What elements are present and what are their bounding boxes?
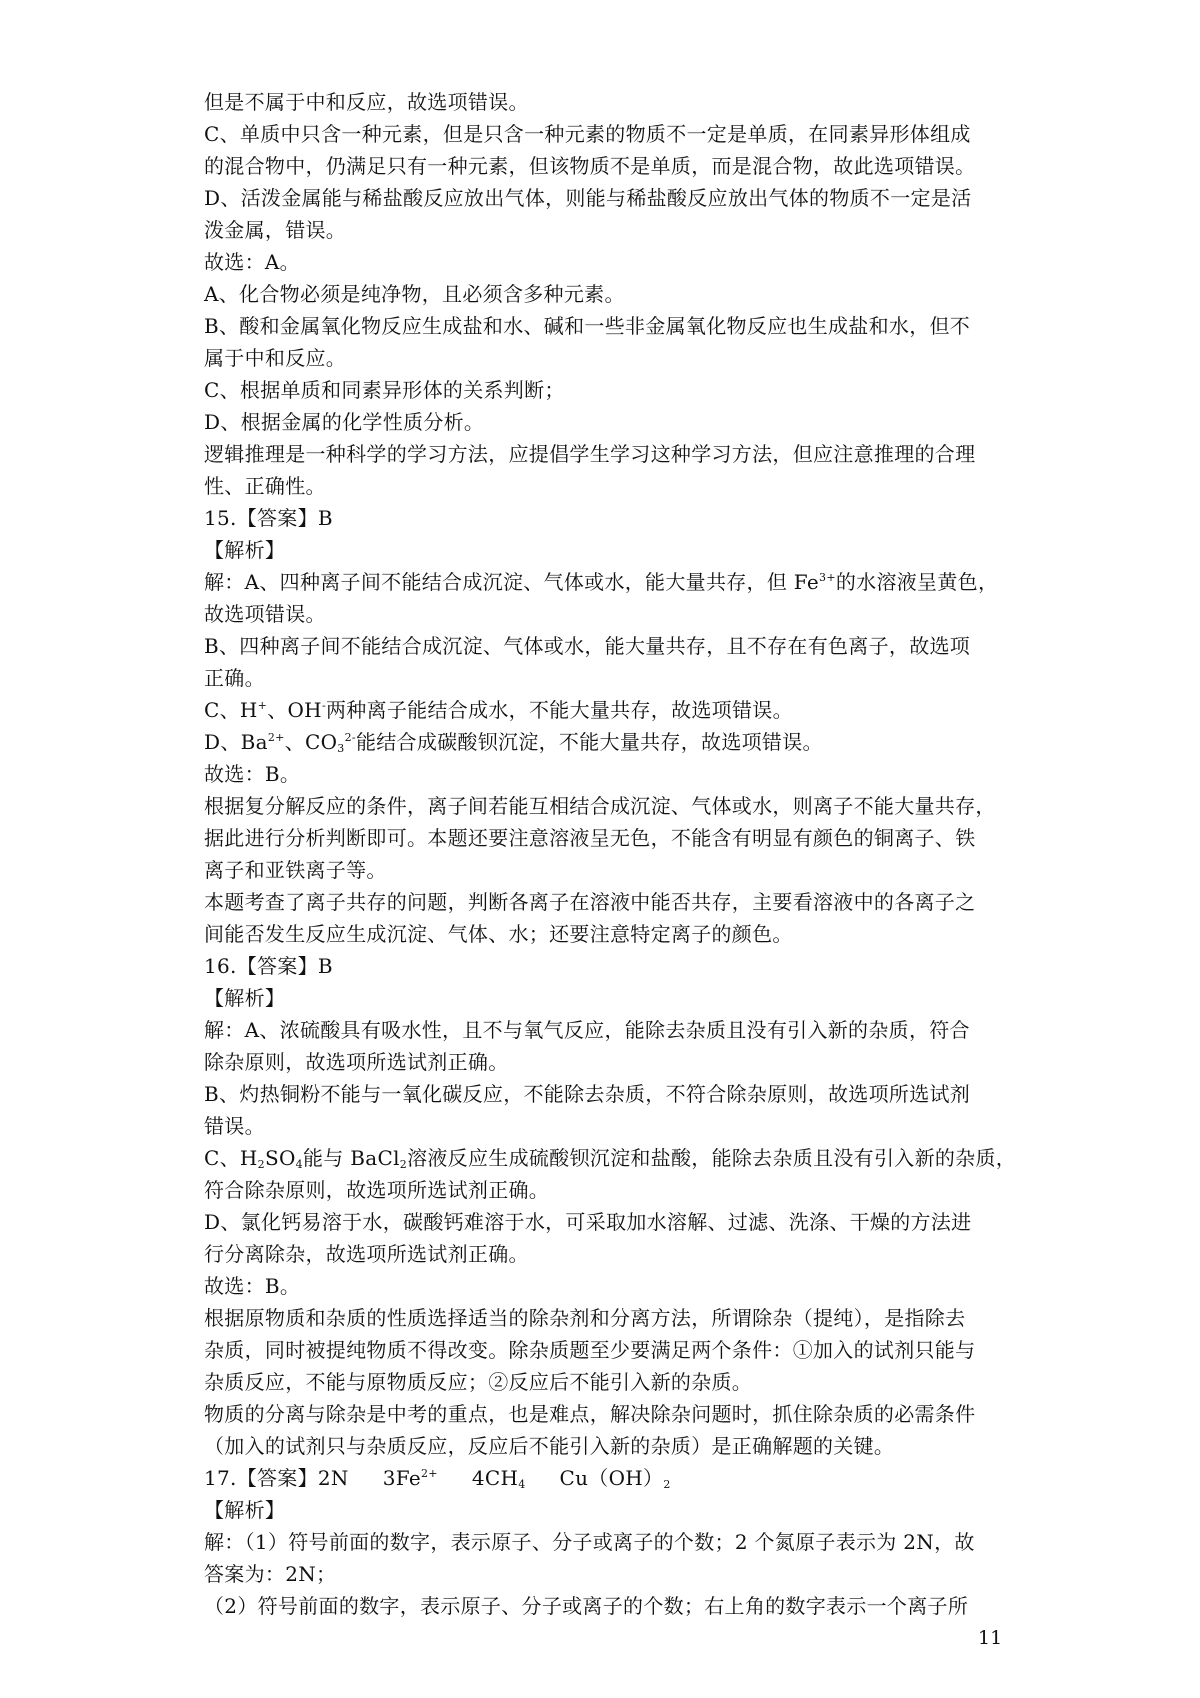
text-line: 解：（1）符号前面的数字，表示原子、分子或离子的个数；2 个氮原子表示为 2N，故 <box>204 1530 975 1554</box>
analysis-heading-17: 【解析】 <box>204 1498 286 1522</box>
text-line: 但是不属于中和反应，故选项错误。 <box>204 90 529 114</box>
text-run: 、OH <box>267 698 322 722</box>
answer-heading-17 <box>204 1462 1004 1494</box>
text-run: 能与 BaCl <box>302 1146 400 1170</box>
text-line: 除杂原则，故选项所选试剂正确。 <box>204 1050 509 1074</box>
text-line: 的混合物中，仍满足只有一种元素，但该物质不是单质，而是混合物，故此选项错误。 <box>204 154 976 178</box>
text-line: 答案为：2N； <box>204 1562 337 1586</box>
text-line: 离子和亚铁离子等。 <box>204 858 387 882</box>
text-line: 杂质，同时被提纯物质不得改变。除杂质题至少要满足两个条件：①加入的试剂只能与 <box>204 1338 976 1362</box>
answer-heading-15: 15.【答案】B <box>204 506 333 530</box>
text-run: C、H <box>204 698 258 722</box>
text-line <box>204 726 1004 758</box>
superscript: 2+ <box>267 731 285 744</box>
text-line: C、单质中只含一种元素，但是只含一种元素的物质不一定是单质，在同素异形体组成 <box>204 122 971 146</box>
text-run: 3Fe <box>382 1466 421 1490</box>
text-run: 的水溶液呈黄色， <box>835 570 999 594</box>
text-line: 本题考查了离子共存的问题，判断各离子在溶液中能否共存，主要看溶液中的各离子之 <box>204 890 976 914</box>
superscript: + <box>257 699 268 712</box>
text-line: 逻辑推理是一种科学的学习方法，应提倡学生学习这种学习方法，但应注意推理的合理 <box>204 442 976 466</box>
text-line <box>204 566 1004 598</box>
subscript: 2 <box>257 1158 265 1171</box>
text-line: 错误。 <box>204 1114 265 1138</box>
text-run: 17.【答案】2N <box>204 1466 349 1490</box>
page-content <box>204 86 1017 1622</box>
text-run: 4CH <box>471 1466 519 1490</box>
text-line <box>204 694 1004 726</box>
text-line: B、四种离子间不能结合成沉淀、气体或水，能大量共存，且不存在有色离子，故选项 <box>204 634 971 658</box>
text-line: 泼金属，错误。 <box>204 218 347 242</box>
text-line: （加入的试剂只与杂质反应，反应后不能引入新的杂质）是正确解题的关键。 <box>204 1434 895 1458</box>
text-line: D、根据金属的化学性质分析。 <box>204 410 485 434</box>
subscript: 2 <box>663 1478 671 1491</box>
superscript: 2+ <box>420 1467 438 1480</box>
text-line: 解：A、浓硫酸具有吸水性，且不与氧气反应，能除去杂质且没有引入新的杂质，符合 <box>204 1018 970 1042</box>
subscript: 4 <box>295 1158 303 1171</box>
text-line: 行分离除杂，故选项所选试剂正确。 <box>204 1242 529 1266</box>
answer-heading-16: 16.【答案】B <box>204 954 333 978</box>
text-line: B、灼热铜粉不能与一氧化碳反应，不能除去杂质，不符合除杂原则，故选项所选试剂 <box>204 1082 971 1106</box>
text-line: 故选：B。 <box>204 762 301 786</box>
text-line: 杂质反应，不能与原物质反应；②反应后不能引入新的杂质。 <box>204 1370 753 1394</box>
text-line: 根据复分解反应的条件，离子间若能互相结合成沉淀、气体或水，则离子不能大量共存， <box>204 794 996 818</box>
text-run: 两种离子能结合成水，不能大量共存，故选项错误。 <box>325 698 793 722</box>
text-line: B、酸和金属氧化物反应生成盐和水、碱和一些非金属氧化物反应也生成盐和水，但不 <box>204 314 971 338</box>
text-run: Cu（OH） <box>559 1466 664 1490</box>
text-run: SO <box>264 1146 296 1170</box>
superscript: 2- <box>344 731 356 744</box>
text-line: 物质的分离与除杂是中考的重点，也是难点，解决除杂问题时，抓住除杂质的必需条件 <box>204 1402 976 1426</box>
text-run: 溶液反应生成硫酸钡沉淀和盐酸，能除去杂质且没有引入新的杂质， <box>407 1146 1017 1170</box>
text-line: 正确。 <box>204 666 265 690</box>
page-number: 11 <box>978 1627 1003 1649</box>
text-line: 据此进行分析判断即可。本题还要注意溶液呈无色，不能含有明显有颜色的铜离子、铁 <box>204 826 976 850</box>
text-line: 性、正确性。 <box>204 474 326 498</box>
text-line: 故选：A。 <box>204 250 300 274</box>
text-line: 间能否发生反应生成沉淀、气体、水；还要注意特定离子的颜色。 <box>204 922 793 946</box>
text-run: 、CO <box>284 730 338 754</box>
subscript: 3 <box>337 742 345 755</box>
text-line: 故选：B。 <box>204 1274 301 1298</box>
analysis-heading-16: 【解析】 <box>204 986 286 1010</box>
text-line: （2）符号前面的数字，表示原子、分子或离子的个数；右上角的数字表示一个离子所 <box>204 1594 969 1618</box>
text-line: D、氯化钙易溶于水，碳酸钙难溶于水，可采取加水溶解、过滤、洗涤、干燥的方法进 <box>204 1210 972 1234</box>
analysis-heading-15: 【解析】 <box>204 538 286 562</box>
text-line: 属于中和反应。 <box>204 346 347 370</box>
superscript: - <box>321 699 326 712</box>
text-line: A、化合物必须是纯净物，且必须含多种元素。 <box>204 282 625 306</box>
text-line: 符合除杂原则，故选项所选试剂正确。 <box>204 1178 550 1202</box>
text-line: 故选项错误。 <box>204 602 326 626</box>
subscript: 4 <box>518 1478 526 1491</box>
text-run: 解：A、四种离子间不能结合成沉淀、气体或水，能大量共存，但 Fe <box>204 570 820 594</box>
text-line <box>204 1142 1017 1174</box>
text-run: 能结合成碳酸钡沉淀，不能大量共存，故选项错误。 <box>355 730 823 754</box>
text-run: D、Ba <box>204 730 268 754</box>
text-line: C、根据单质和同素异形体的关系判断； <box>204 378 565 402</box>
subscript: 2 <box>399 1158 408 1171</box>
superscript: 3+ <box>819 571 836 584</box>
text-line: 根据原物质和杂质的性质选择适当的除杂剂和分离方法，所谓除杂（提纯），是指除去 <box>204 1306 966 1330</box>
text-run: C、H <box>204 1146 258 1170</box>
text-line: D、活泼金属能与稀盐酸反应放出气体，则能与稀盐酸反应放出气体的物质不一定是活 <box>204 186 972 210</box>
